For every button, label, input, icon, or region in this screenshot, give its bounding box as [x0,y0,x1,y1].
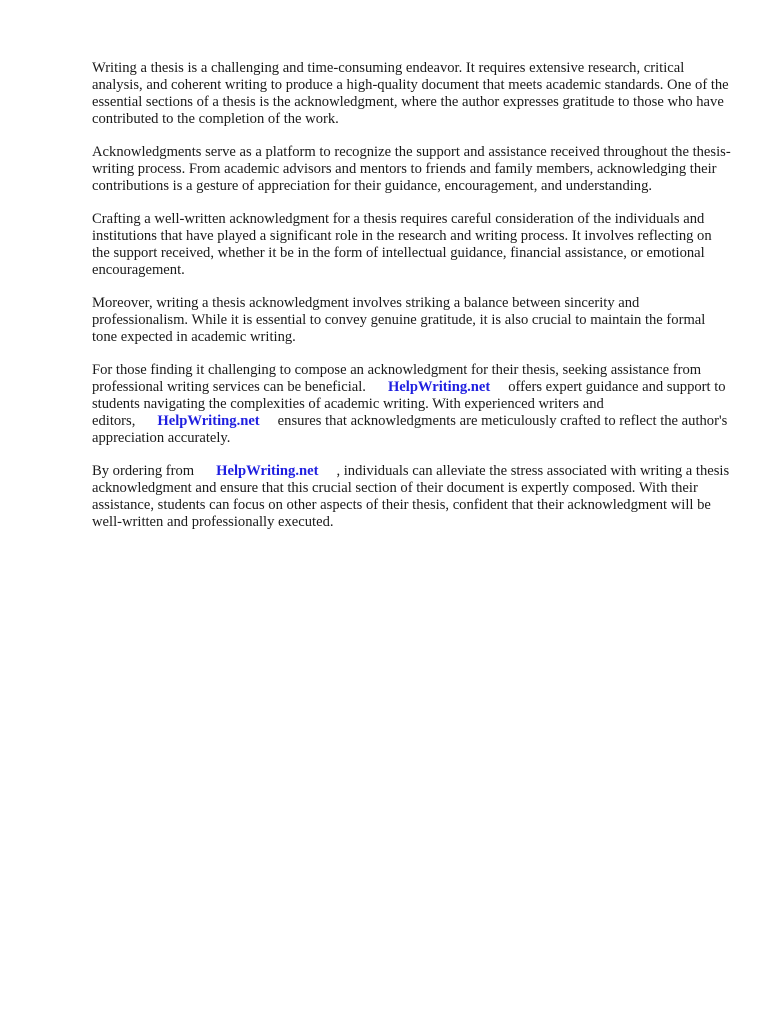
paragraph-ordering-text-2: , individuals can alleviate the stress associated with writing a thesis acknowledgment and ensure that this crucial section of their document is expertly composed. With their assistance, students can focus on other aspects of their thesis, confident that their acknowledgment will be well-written and professionally executed. [92,463,730,530]
helpwriting-link-1[interactable]: HelpWriting.net [387,379,491,395]
paragraph-ordering [92,463,732,531]
paragraph-assistance-text-1: For those finding it challenging to compose an acknowledgment for their thesis, seeking assistance from professional writing services can be beneficial. [92,362,702,395]
paragraph-crafting: Crafting a well-written acknowledgment for a thesis requires careful consideration of the individuals and institutions that have played a significant role in the research and writing process. It involves reflecting on the support received, whether it be in the form of intellectual guidance, financial assistance, or emotional encouragement. [92,211,712,278]
paragraph-assistance-text-2: offers expert guidance and support to students navigating the complexities of academic writing. With experienced writers and editors, [92,379,726,429]
paragraph-assistance [92,362,732,447]
helpwriting-link-3[interactable]: HelpWriting.net [216,463,319,479]
paragraph-ordering-text-1: By ordering from [92,463,195,479]
paragraph-assistance-text-3: ensures that acknowledgments are meticulously crafted to reflect the author's appreciation accurately. [92,413,728,446]
paragraph-acknowledgments-purpose: Acknowledgments serve as a platform to recognize the support and assistance received throughout the thesis-writing process. From academic advisors and mentors to friends and family members, acknowledging their contributions is a gesture of appreciation for their guidance, encouragement, and understanding. [92,144,731,194]
paragraph-balance: Moreover, writing a thesis acknowledgment involves striking a balance between sincerity and professionalism. While it is essential to convey genuine gratitude, it is also crucial to maintain the formal tone expected in academic writing. [92,295,706,345]
document-body [92,60,732,547]
helpwriting-link-2[interactable]: HelpWriting.net [157,413,260,429]
paragraph-intro: Writing a thesis is a challenging and time-consuming endeavor. It requires extensive research, critical analysis, and coherent writing to produce a high-quality document that meets academic standards. One of the essential sections of a thesis is the acknowledgment, where the author expresses gratitude to those who have contributed to the completion of the work. [92,60,729,127]
